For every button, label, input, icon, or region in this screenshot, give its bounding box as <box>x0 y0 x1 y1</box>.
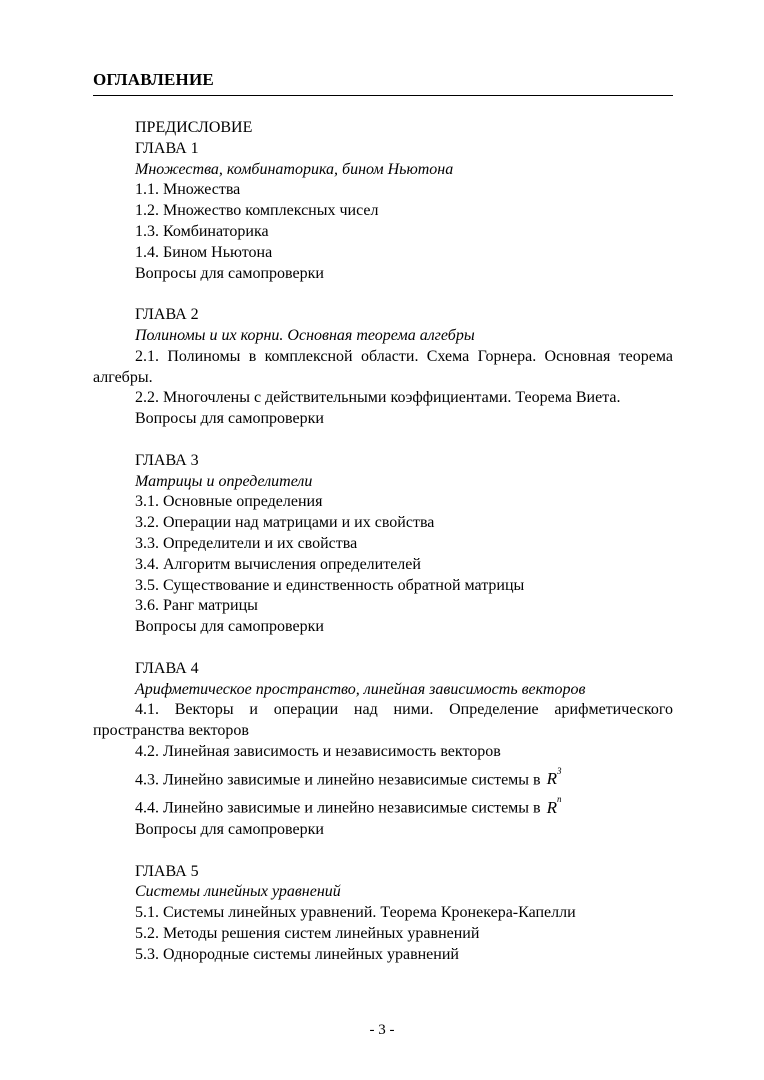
spacer <box>93 841 673 862</box>
toc-item-1-1: 1.1. Множества <box>135 181 241 199</box>
chapter-1-label: ГЛАВА 1 <box>135 139 199 157</box>
chapter-2-label: ГЛАВА 2 <box>135 306 199 324</box>
toc-heading: ОГЛАВЛЕНИЕ <box>93 70 214 89</box>
math-r3 <box>546 765 562 789</box>
spacer <box>93 430 673 451</box>
chapter-2-review: Вопросы для самопроверки <box>135 410 324 428</box>
toc-item-1-3: 1.3. Комбинаторика <box>135 222 269 240</box>
page-number: - 3 - <box>369 1022 395 1038</box>
heading-rule <box>93 95 673 96</box>
chapter-3-subtitle: Матрицы и определители <box>135 472 313 490</box>
toc-item-5-2: 5.2. Методы решения систем линейных уравнений <box>135 925 480 942</box>
toc-preface: ПРЕДИСЛОВИЕ <box>135 119 253 136</box>
toc-item-4-3 <box>93 763 673 793</box>
toc-item-4-2: 4.2. Линейная зависимость и независимость векторов <box>135 742 501 760</box>
math-r3-exp: 3 <box>557 765 562 776</box>
toc-item-3-2: 3.2. Операции над матрицами и их свойства <box>135 514 435 532</box>
chapter-2-subtitle: Полиномы и их корни. Основная теорема алгебры <box>135 326 475 344</box>
math-rn-base: R <box>546 798 557 818</box>
chapter-5-label: ГЛАВА 5 <box>135 862 199 880</box>
toc-item-1-2: 1.2. Множество комплексных чисел <box>135 202 379 220</box>
chapter-1-subtitle: Множества, комбинаторика, бином Ньютона <box>135 160 454 178</box>
toc-item-4-1: 4.1. Векторы и операции над ними. Определение арифметического пространства векторов <box>93 701 673 740</box>
toc-item-3-1: 3.1. Основные определения <box>135 493 323 511</box>
toc-item-2-1: 2.1. Полиномы в комплексной области. Схема Горнера. Основная теорема алгебры. <box>93 347 673 386</box>
toc-item-3-3: 3.3. Определители и их свойства <box>135 534 358 552</box>
chapter-5-subtitle: Системы линейных уравнений <box>135 883 341 901</box>
toc-item-5-1: 5.1. Системы линейных уравнений. Теорема Кронекера-Капелли <box>135 904 576 922</box>
toc-item-4-3-text: 4.3. Линейно зависимые и линейно независимые системы в <box>135 771 541 789</box>
toc-item-3-4: 3.4. Алгоритм вычисления определителей <box>135 555 421 573</box>
chapter-1-review: Вопросы для самопроверки <box>135 264 324 282</box>
toc-item-5-3: 5.3. Однородные системы линейных уравнений <box>135 945 459 963</box>
chapter-4-subtitle: Арифметическое пространство, линейная зависимость векторов <box>135 680 586 698</box>
toc-item-4-4 <box>93 792 673 820</box>
toc-item-1-4: 1.4. Бином Ньютона <box>135 243 273 261</box>
math-rn <box>546 794 562 818</box>
table-of-contents <box>93 118 673 966</box>
toc-item-3-5: 3.5. Существование и единственность обратной матрицы <box>135 576 525 594</box>
spacer <box>93 284 673 305</box>
math-r3-base: R <box>546 769 557 789</box>
toc-item-4-4-text: 4.4. Линейно зависимые и линейно независимые системы в <box>135 800 541 818</box>
chapter-4-label: ГЛАВА 4 <box>135 659 199 677</box>
spacer <box>93 638 673 659</box>
toc-item-2-2: 2.2. Многочлены с действительными коэффициентами. Теорема Виета. <box>135 389 621 407</box>
chapter-3-review: Вопросы для самопроверки <box>135 618 324 636</box>
chapter-4-review: Вопросы для самопроверки <box>135 821 324 839</box>
math-rn-exp: n <box>557 794 562 805</box>
toc-item-3-6: 3.6. Ранг матрицы <box>135 597 258 615</box>
chapter-3-label: ГЛАВА 3 <box>135 451 199 469</box>
